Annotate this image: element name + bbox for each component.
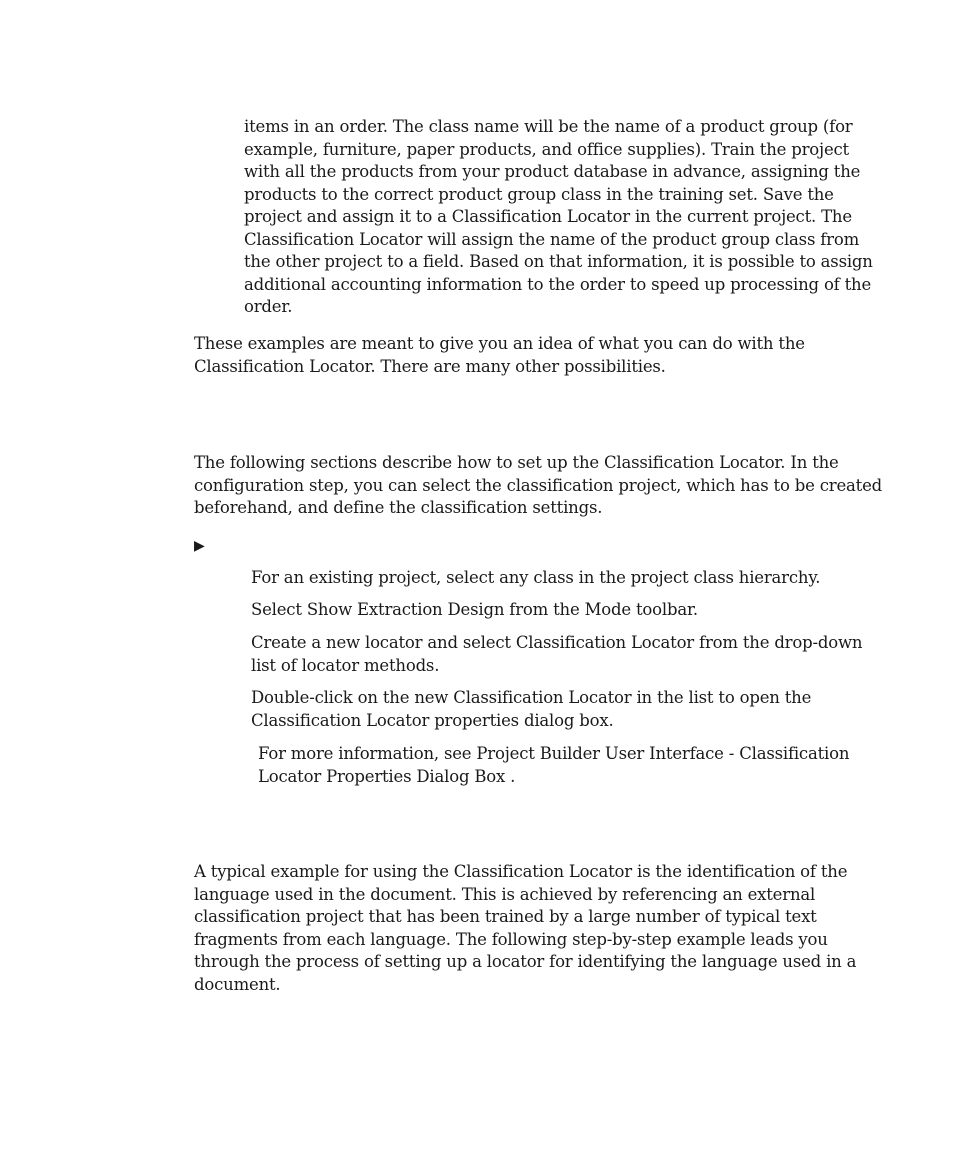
procedure-step: Create a new locator and select Classification Locator from the drop-down list of locator methods. (251, 633, 863, 675)
examples-note-paragraph: These examples are meant to give you an idea of what you can do with the Classification Locator. There are many other possibilities. (194, 334, 805, 376)
procedure-step: Select Show Extraction Design from the Mode toolbar. (251, 600, 698, 619)
language-example-paragraph: A typical example for using the Classification Locator is the identification of the language used in the document. This is achieved by referencing an external classification project that has been trained by a large number of typical text fragments from each language. The following step-by-step example leads you through the process of setting up a locator for identifying the language used in a document. (194, 862, 857, 994)
step-note-paragraph: For more information, see Project Builder User Interface - Classification Locator Properties Dialog Box . (258, 744, 850, 786)
setup-intro-paragraph: The following sections describe how to set up the Classification Locator. In the configuration step, you can select the classification project, which has to be created beforehand, and define the classification settings. (194, 453, 883, 517)
intro-continued-paragraph: items in an order. The class name will be the name of a product group (for example, furniture, paper products, and office supplies). Train the project with all the products from your product database in advance, assigning the products to the correct product group class in the training set. Save the project and assign it to a Classification Locator in the current project. The Classification Locator will assign the name of the product group class from the other project to a field. Based on that information, it is possible to assign additional accounting information to the order to speed up processing of the order. (244, 117, 873, 316)
procedure-step: Double-click on the new Classification Locator in the list to open the Classification Locator properties dialog box. (251, 688, 812, 730)
triangle-right-icon: ▶ (194, 538, 205, 554)
procedure-step: For an existing project, select any class in the project class hierarchy. (251, 568, 821, 587)
